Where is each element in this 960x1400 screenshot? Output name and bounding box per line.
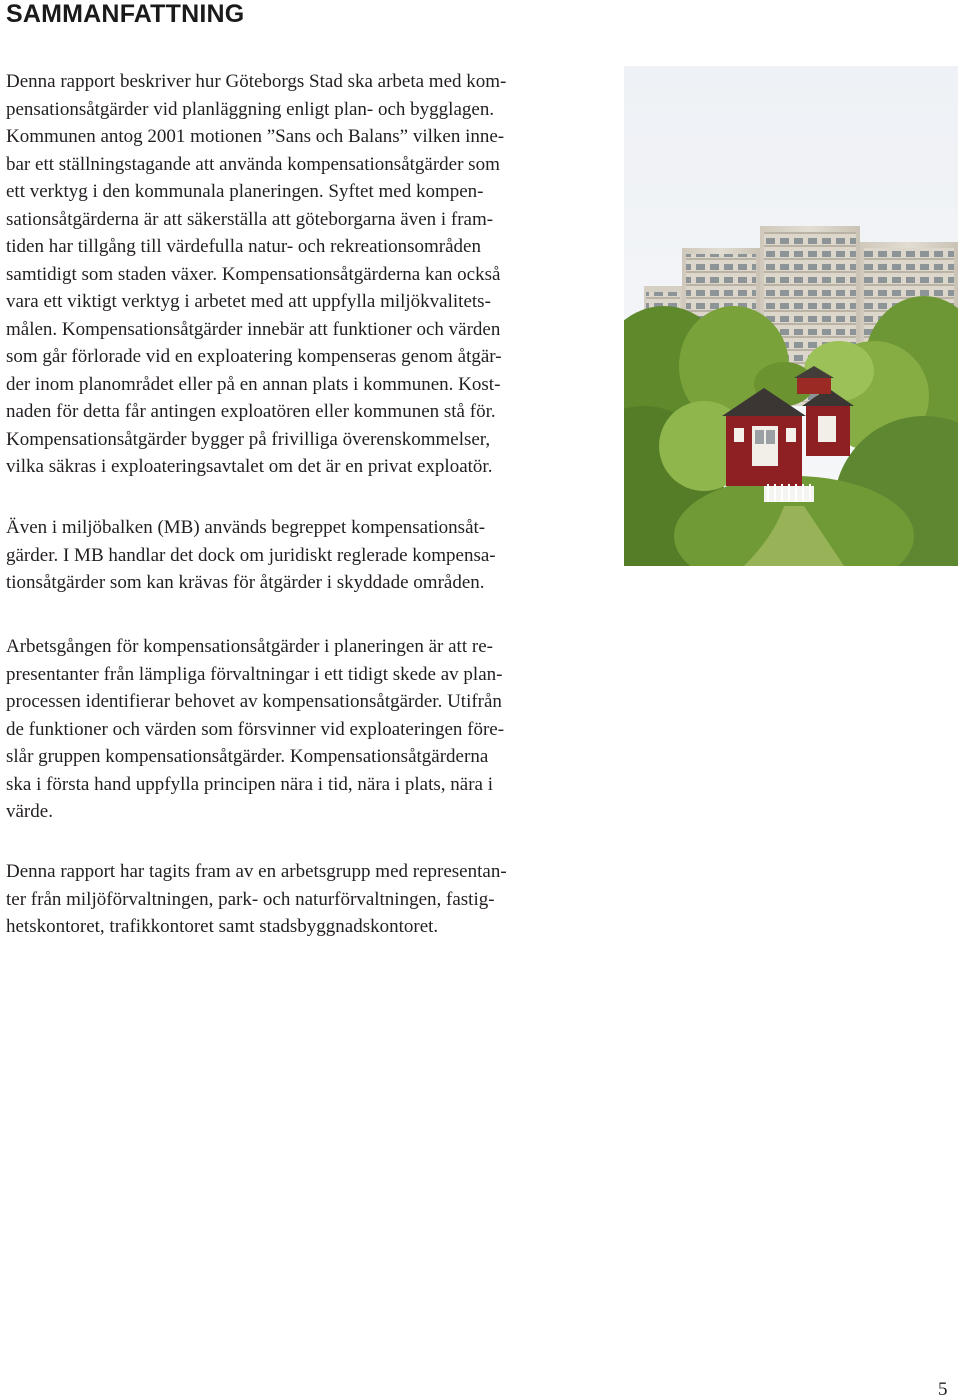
- summary-paragraph-3: Arbetsgången för kompensationsåtgärder i planeringen är att re- presentanter från lämpliga förvaltningar i ett tidigt skede av plan- processen identifierar behovet av kompensationsåtgärder. Utifrån de funktioner och värden som försvinner vid exploateringen före- slår gruppen kompensationsåtgärder. Kompensationsåtgärderna ska i första hand uppfylla principen nära i tid, nära i plats, nära i värde.: [6, 636, 505, 822]
- summary-paragraph-2: Även i miljöbalken (MB) används begreppet kompensationsåt- gärder. I MB handlar det dock om juridiskt reglerade kompensa- tionsåtgärder som kan krävas för åtgärder i skyddade områden.: [6, 517, 496, 593]
- summary-paragraph-4: Denna rapport har tagits fram av en arbetsgrupp med representan- ter från miljöförvaltningen, park- och naturförvaltningen, fastig- hetskontoret, trafikkontoret samt stadsbyggnadskontoret.: [6, 861, 507, 937]
- allotment-garden-photo: [624, 66, 958, 566]
- summary-paragraph-1: Denna rapport beskriver hur Göteborgs Stad ska arbeta med kom- pensationsåtgärder vid planläggning enligt plan- och bygglagen. Kommunen antog 2001 motionen ”Sans och Balans” vilken inne- bar ett ställningstagande att använda kompensationsåtgärder som ett verktyg i den kommunala planeringen. Syftet med kompen- sationsåtgärderna är att säkerställa att göteborgarna även i fram- tiden har tillgång till värdefulla natur- och rekreationsområden samtidigt som staden växer. Kompensationsåtgärderna kan också vara ett viktigt verktyg i arbetet med att uppfylla miljökvalitets- målen. Kompensationsåtgärder innebär att funktioner och värden som går förlorade vid en exploatering kompenseras genom åtgär- der inom planområdet eller på en annan plats i kommunen. Kost- naden för detta får antingen exploatören eller kommunen stå för. Kompensationsåtgärder bygger på frivilliga överenskommelser, vilka säkras i exploateringsavtalet om det är en privat exploatör.: [6, 71, 507, 477]
- page-number: 5: [938, 1379, 948, 1400]
- page-title: SAMMANFATTNING: [6, 0, 245, 28]
